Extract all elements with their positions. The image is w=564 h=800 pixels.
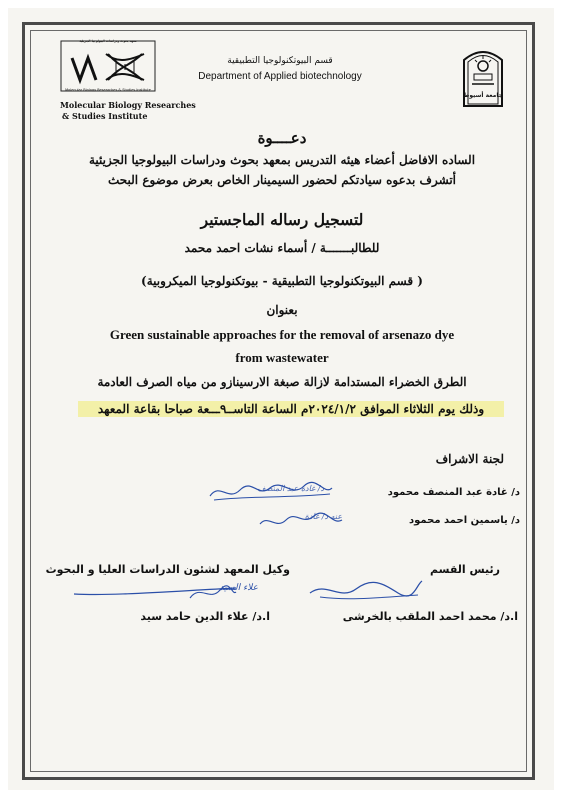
signature-text-1: د/ غادة عبد المنصف <box>257 484 324 493</box>
titled-label: بعنوان <box>266 303 298 317</box>
invitation-line1: الساده الافاضل أعضاء هيئه التدريس بمعهد بحوث ودراسات البيولوجيا الجزيئية <box>88 153 476 167</box>
signature-text-2: عنه د/ غادة <box>304 512 342 521</box>
registration-line: لتسجيل رساله الماجستير <box>200 210 364 229</box>
thesis-title-ar: الطرق الخضراء المستدامة لازالة صبغة الارسينازو من مياه الصرف العادمة <box>97 375 467 389</box>
invitation-title: دعــــوة <box>257 129 307 147</box>
signature-head <box>306 575 426 603</box>
thesis-title-en-line2: from wastewater <box>235 350 329 365</box>
head-of-department-title: رئيس القسم <box>430 563 500 576</box>
head-of-department-name: ا.د/ محمد احمد الملقب بالخرشى <box>342 610 518 623</box>
committee-member-2: د/ ياسمين احمد محمود <box>409 515 520 526</box>
department-name-en: Department of Applied biotechnology <box>198 71 362 82</box>
signature-text-vice: علاء السيد <box>219 583 258 593</box>
student-line: للطالبـــــــة / أسماء نشات احمد محمد <box>184 241 380 255</box>
institute-name-line2: & Studies Institute <box>62 111 148 121</box>
committee-heading: لجنة الاشراف <box>435 452 504 466</box>
institute-logo <box>60 40 156 92</box>
date-line: وذلك يوم الثلاثاء الموافق ٢٠٢٤/١/٢م الساعة التاســ٩ـــعة صباحا بقاعة المعهد <box>78 401 504 417</box>
vice-dean-title: وكيل المعهد لشئون الدراسات العليا و البحوث <box>45 563 290 576</box>
department-line: ( قسم البيوتكنولوجيا التطبيقية - بيوتكنولوجيا الميكروبية) <box>141 274 423 288</box>
invitation-line2: أتشرف بدعوه سيادتكم لحضور السيمينار الخاص بعرض موضوع البحث <box>108 173 456 187</box>
department-name-ar: قسم البيوتكنولوجيا التطبيقية <box>227 56 333 66</box>
institute-name-line1: Molecular Biology Researches <box>60 100 196 110</box>
logo-caption-en: Molecular Biology Researches & Studies Institute <box>65 88 151 92</box>
seal-caption: جامعة أسيوط <box>463 92 503 99</box>
vice-dean-name: ا.د/ علاء الدين حامد سيد <box>140 610 270 623</box>
logo-caption-ar: معهد بحوث ودراسات البيولوجيا الجزيئية <box>79 39 137 43</box>
thesis-title-en-line1: Green sustainable approaches for the removal of arsenazo dye <box>109 327 455 342</box>
institute-name <box>60 100 210 122</box>
committee-member-1: د/ غادة عبد المنصف محمود <box>387 487 520 498</box>
